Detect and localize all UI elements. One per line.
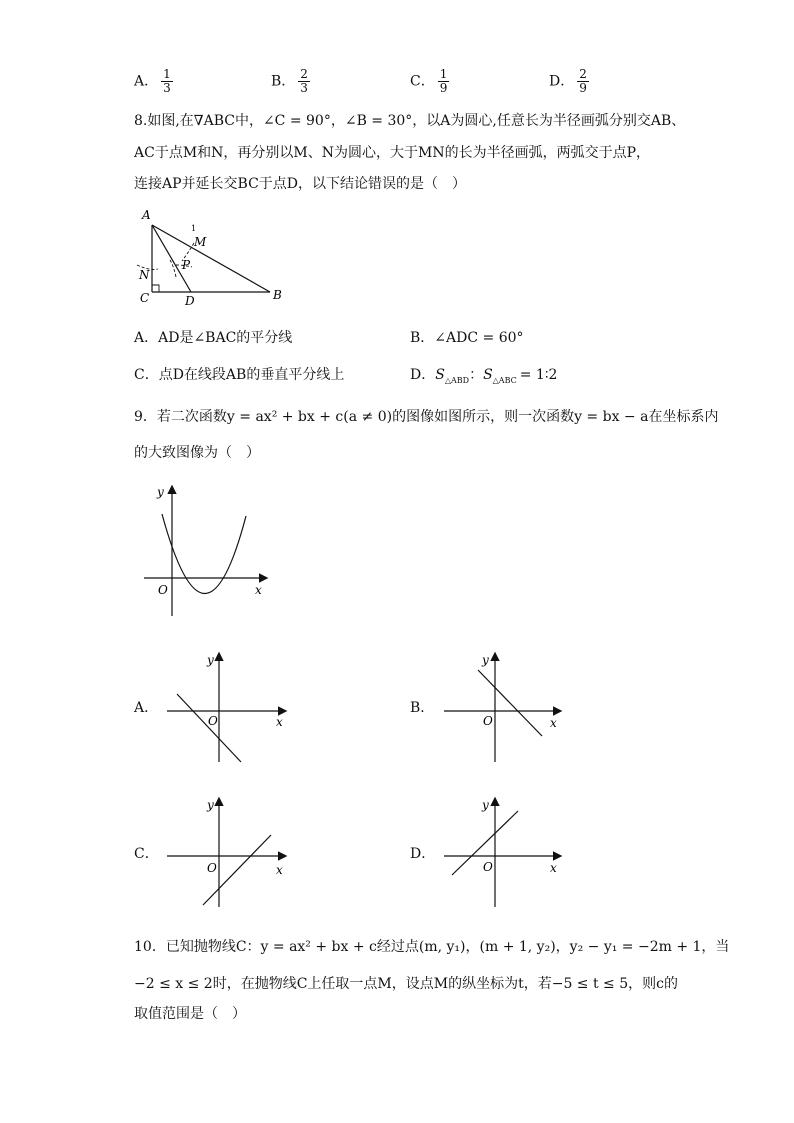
q8-stem-line2: AC于点M和N，再分别以M、N为圆心，大于MN的长为半径画弧，两弧交于点P， xyxy=(134,145,650,161)
q9-stem-line1: 9．若二次函数y = ax² + bx + c(a ≠ 0)的图像如图所示，则一次函数y = bx − a在坐标系内 xyxy=(134,409,719,425)
label-b: B xyxy=(273,288,282,302)
q8-option-b[interactable]: B．∠ADC = 60° xyxy=(410,330,524,346)
fraction: $\frac{2}{3}$ xyxy=(300,67,308,95)
q9-stem-line2: 的大致图像为（ ） xyxy=(134,445,260,461)
q9-option-c-label[interactable]: C． xyxy=(134,846,159,862)
q10-stem-line2: −2 ≤ x ≤ 2时，在抛物线C上任取一点M，设点M的纵坐标为t，若−5 ≤ t ≤ 5，则c的 xyxy=(134,976,678,992)
label-c: C xyxy=(140,291,150,305)
q9-option-a-label[interactable]: A． xyxy=(134,700,159,716)
q8-option-d[interactable]: D．$S_{\triangle ABD}$：$S_{\triangle ABC}$ = 1∶2 xyxy=(410,367,558,385)
label-d: D xyxy=(185,294,195,308)
x-label: x xyxy=(276,863,283,877)
x-label: x xyxy=(276,715,283,729)
x-label: x xyxy=(550,861,557,875)
origin-label: O xyxy=(208,714,218,728)
q8-option-c[interactable]: C．点D在线段AB的垂直平分线上 xyxy=(134,367,345,383)
arc-p1 xyxy=(170,260,176,277)
q9-option-d-graph[interactable] xyxy=(442,795,567,915)
label-n: N xyxy=(139,268,150,282)
q8-option-a[interactable]: A．AD是∠BAC的平分线 xyxy=(134,330,293,346)
q9-option-a-graph[interactable] xyxy=(165,650,290,770)
line-graph xyxy=(177,694,241,762)
q9-option-c-graph[interactable] xyxy=(165,795,290,915)
origin-label: O xyxy=(158,583,168,597)
q7-option-c[interactable]: C． $\frac{1}{9}$ xyxy=(410,67,448,95)
fraction: $\frac{2}{9}$ xyxy=(579,67,587,95)
q7-option-b[interactable]: B． $\frac{2}{3}$ xyxy=(271,67,308,95)
y-label: y xyxy=(207,798,214,812)
origin-label: O xyxy=(483,860,493,874)
q8-triangle-figure xyxy=(130,205,290,310)
q9-parabola-graph xyxy=(140,482,270,622)
q7-option-d[interactable]: D． $\frac{2}{9}$ xyxy=(549,67,587,95)
label-p: P xyxy=(182,258,191,272)
q9-option-b-label[interactable]: B． xyxy=(410,700,435,716)
fraction: $\frac{1}{3}$ xyxy=(163,67,171,95)
label-a: A xyxy=(142,208,151,222)
q10-stem-line1: 10．已知抛物线C：y = ax² + bx + c经过点(m, y₁)，(m + 1, y₂)，y₂ − y₁ = −2m + 1，当 xyxy=(134,939,730,955)
x-label: x xyxy=(550,716,557,730)
q7-option-a[interactable]: A． $\frac{1}{3}$ xyxy=(134,67,171,95)
q8-stem-line1: 8.如图,在∇ABC中，∠C = 90°，∠B = 30°，以A为圆心,任意长为半径画弧分别交AB、 xyxy=(134,113,686,129)
origin-label: O xyxy=(207,861,217,875)
y-label: y xyxy=(482,653,489,667)
y-label: y xyxy=(157,485,164,499)
q9-option-d-label[interactable]: D． xyxy=(410,846,436,862)
right-angle-mark xyxy=(152,285,159,292)
side-ab xyxy=(152,225,270,292)
q10-stem-line3: 取值范围是（ ） xyxy=(134,1006,246,1022)
parabola-curve xyxy=(162,514,246,594)
fraction: $\frac{1}{9}$ xyxy=(439,67,448,95)
y-label: y xyxy=(482,798,489,812)
x-label: x xyxy=(255,583,262,597)
label-1: 1 xyxy=(191,224,197,233)
q9-option-b-graph[interactable] xyxy=(442,650,567,770)
label-m: M xyxy=(194,235,207,249)
origin-label: O xyxy=(483,714,493,728)
y-label: y xyxy=(207,653,214,667)
q8-stem-line3: 连接AP并延长交BC于点D，以下结论错误的是（ ） xyxy=(134,176,467,192)
